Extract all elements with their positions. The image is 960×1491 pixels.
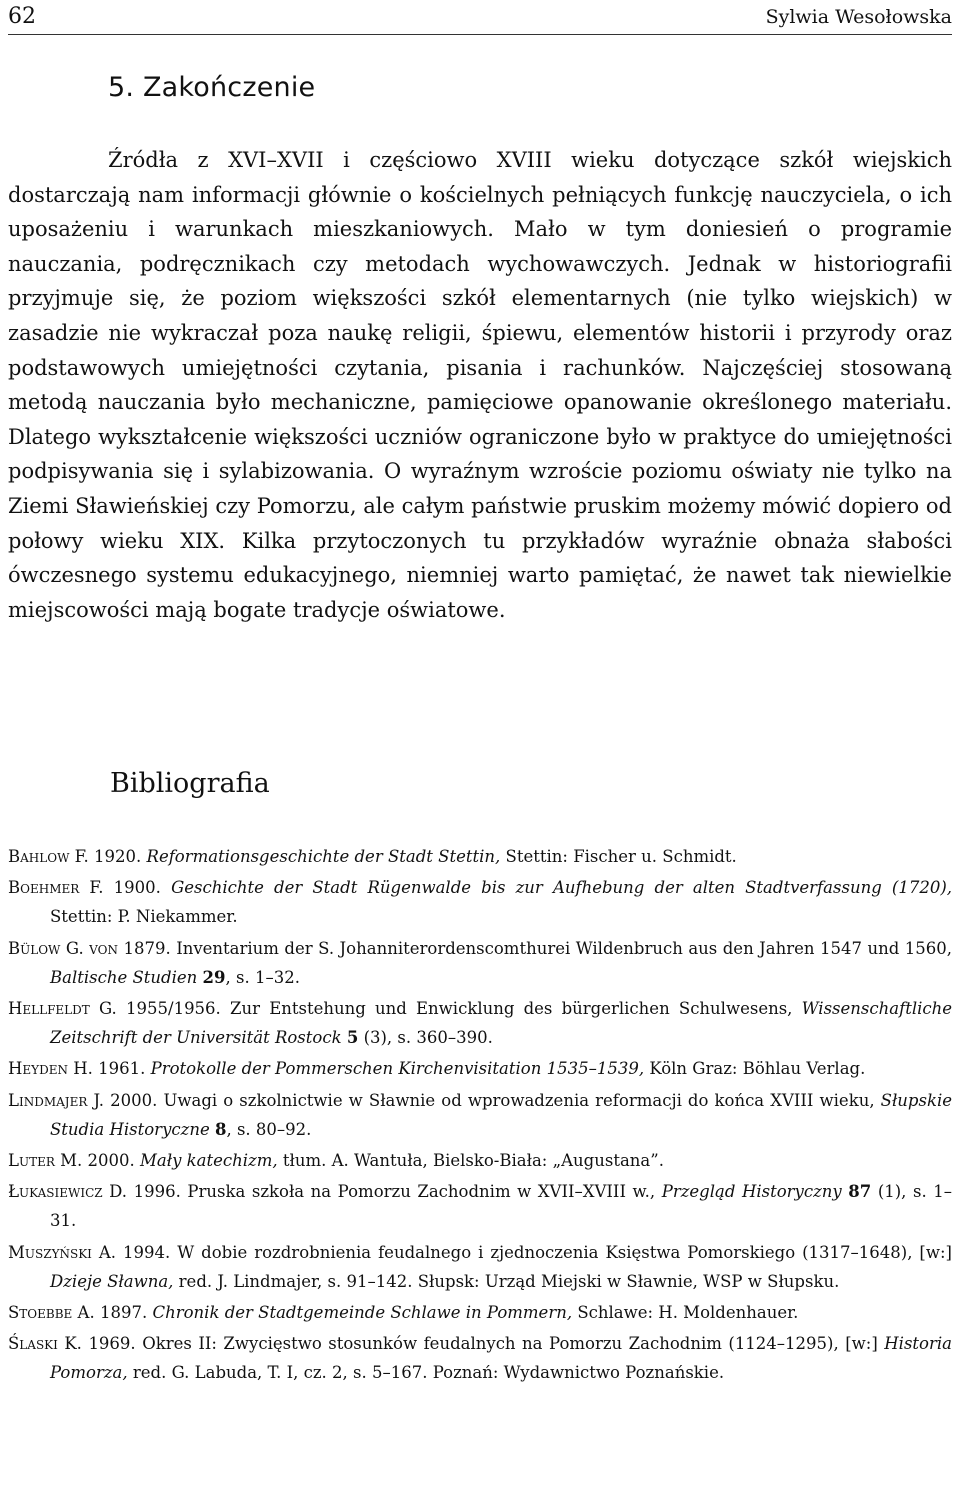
bibliography-entry: [8, 1054, 952, 1083]
bibliography-entry: [8, 1298, 952, 1327]
bibliography-entry: [8, 1086, 952, 1144]
bibliography-entry: [8, 873, 952, 931]
page-header: [8, 0, 952, 35]
entry-author: Boehmer F.: [8, 878, 104, 898]
entry-journal: Dzieje Sławna,: [50, 1271, 174, 1291]
entry-year: 1996.: [133, 1182, 181, 1202]
entry-publication: red. G. Labuda, T. I, cz. 2, s. 5–167. Poznań: Wydawnictwo Poznańskie.: [132, 1363, 725, 1383]
running-header-author: Sylwia Wesołowska: [765, 6, 952, 28]
entry-description: Uwagi o szkolnictwie w Sławnie od wprowadzenia reformacji do końca XVIII wieku,: [163, 1090, 875, 1110]
entry-author: Łukasiewicz D.: [8, 1182, 128, 1202]
bibliography-entry: [8, 842, 952, 871]
bibliography-list: [8, 842, 952, 1390]
entry-publication: , s. 80–92.: [226, 1119, 312, 1139]
entry-journal: Baltische Studien: [50, 967, 198, 987]
entry-title: Protokolle der Pommerschen Kirchenvisitation 1535–1539,: [150, 1059, 645, 1079]
bibliography-entry: [8, 1146, 952, 1175]
entry-description: Zur Entstehung und Enwicklung des bürgerlichen Schulwesens,: [230, 999, 793, 1019]
entry-year: 2000.: [110, 1090, 158, 1110]
entry-publication: (3), s. 360–390.: [363, 1028, 493, 1048]
entry-author: Lindmajer J.: [8, 1090, 105, 1110]
entry-publication: , s. 1–32.: [225, 967, 300, 987]
entry-author: Muszyński A.: [8, 1242, 117, 1262]
entry-publication: red. J. Lindmajer, s. 91–142. Słupsk: Urząd Miejski w Sławnie, WSP w Słupsku.: [178, 1271, 840, 1291]
entry-year: 1897.: [99, 1303, 148, 1323]
entry-publication: tłum. A. Wantuła, Bielsko-Biała: „Augustana”.: [282, 1151, 664, 1171]
bibliography-entry: [8, 994, 952, 1052]
entry-year: 1900.: [113, 878, 161, 898]
entry-publication: Stettin: Fischer u. Schmidt.: [505, 847, 737, 866]
entry-journal: Słupskie Studia Historyczne: [50, 1090, 953, 1139]
bibliography-heading: Bibliografia: [110, 768, 270, 799]
entry-year: 1994.: [123, 1242, 171, 1262]
entry-journal: Przegląd Historyczny: [661, 1182, 842, 1202]
entry-description: Inventarium der S. Johanniterordenscomthurei Wildenbruch aus den Jahren 1547 und 1560,: [176, 938, 953, 958]
entry-title: Geschichte der Stadt Rügenwalde bis zur Aufhebung der alten Stadtverfassung (1720),: [171, 878, 952, 898]
entry-journal: Wissenschaftliche Zeitschrift der Universität Rostock: [50, 999, 953, 1048]
entry-journal: Historia Pomorza,: [50, 1334, 952, 1383]
bibliography-entry: [8, 1238, 952, 1296]
entry-volume: 5: [346, 1028, 359, 1048]
bibliography-entry: [8, 1177, 952, 1235]
entry-author: Luter M.: [8, 1151, 83, 1171]
entry-publication: Schlawe: H. Moldenhauer.: [577, 1303, 799, 1323]
entry-year: 1920.: [94, 847, 142, 866]
entry-year: 2000.: [87, 1151, 135, 1171]
entry-author: Bahlow F.: [8, 847, 89, 866]
entry-author: Bülow G. von: [8, 938, 118, 958]
entry-year: 1961.: [98, 1059, 146, 1079]
page-number: 62: [8, 4, 36, 29]
entry-publication: Köln Graz: Böhlau Verlag.: [649, 1059, 866, 1079]
entry-title: Mały katechizm,: [140, 1151, 278, 1171]
conclusion-paragraph: Źródła z XVI–XVII i częściowo XVIII wieku dotyczące szkół wiejskich dostarczają nam informacji głównie o kościelnych pełniących funkcję nauczyciela, o ich uposażeniu i warunkach mieszkaniowych. Mało w tym doniesień o programie nauczania, podręcznikach czy metodach wychowawczych. Jednak w historiografii przyjmuje się, że poziom większości szkół elementarnych (nie tylko wiejskich) w zasadzie nie wykraczał poza naukę religii, śpiewu, elementów historii i przyrody oraz podstawowych umiejętności czytania, pisania i rachunków. Najczęściej stosowaną metodą nauczania było mechaniczne, pamięciowe opanowanie określonego materiału. Dlatego wykształcenie większości uczniów ograniczone było w praktyce do umiejętności podpisywania się i sylabizowania. O wyraźnym wzroście poziomu oświaty nie tylko na Ziemi Sławieńskiej czy Pomorzu, ale całym państwie pruskim możemy mówić dopiero od połowy wieku XIX. Kilka przytoczonych tu przykładów wyraźnie obnaża słabości ówczesnego systemu edukacyjnego, niemniej warto pamiętać, że nawet tak niewielkie miejscowości mają bogate tradycje oświatowe.: [8, 148, 952, 622]
entry-publication: Stettin: P. Niekammer.: [50, 907, 238, 927]
entry-volume: 8: [214, 1119, 227, 1139]
bibliography-entry: [8, 934, 952, 992]
entry-author: Hellfeldt G.: [8, 999, 117, 1019]
entry-author: Heyden H.: [8, 1059, 93, 1079]
section-heading: 5. Zakończenie: [108, 72, 316, 103]
entry-year: 1955/1956.: [126, 999, 221, 1019]
bibliography-entry: [8, 1329, 952, 1387]
entry-year: 1879.: [123, 938, 171, 958]
entry-description: W dobie rozdrobnienia feudalnego i zjednoczenia Księstwa Pomorskiego (1317–1648), [w:]: [177, 1242, 952, 1262]
entry-title: Chronik der Stadtgemeinde Schlawe in Pommern,: [152, 1303, 573, 1323]
entry-publication: (1), s. 1–31.: [50, 1182, 952, 1231]
entry-year: 1969.: [88, 1334, 136, 1354]
entry-author: Stoebbe A.: [8, 1303, 95, 1323]
entry-author: Ślaski K.: [8, 1334, 82, 1354]
entry-description: Okres II: Zwycięstwo stosunków feudalnych na Pomorzu Zachodnim (1124–1295), [w:]: [142, 1334, 878, 1354]
entry-description: Pruska szkoła na Pomorzu Zachodnim w XVII–XVIII w.,: [187, 1182, 656, 1202]
entry-volume: 87: [848, 1182, 872, 1202]
entry-volume: 29: [202, 967, 226, 987]
entry-title: Reformationsgeschichte der Stadt Stettin,: [146, 847, 501, 866]
